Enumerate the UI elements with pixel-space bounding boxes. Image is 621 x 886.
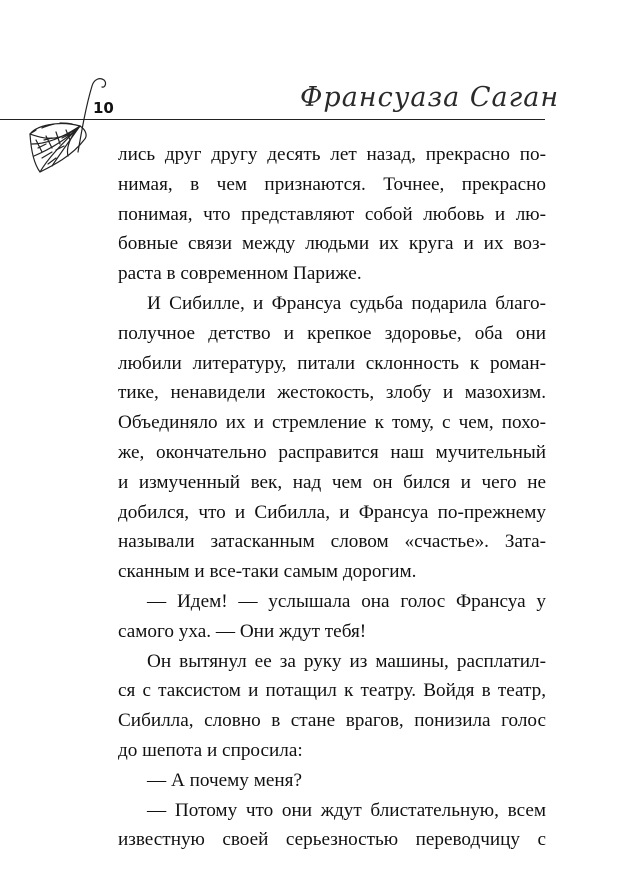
text-line: Сибилла, словно в стане врагов, понизила голос xyxy=(118,710,546,732)
page-number: 10 xyxy=(93,99,114,117)
text-line: — Потому что они ждут блистательную, всем xyxy=(147,799,546,821)
text-line: лись друг другу десять лет назад, прекрасно по- xyxy=(118,144,546,165)
text-line: Объединяло их и стремление к тому, с чем, похо- xyxy=(118,412,546,434)
text-line: бовные связи между людьми их круга и их воз- xyxy=(118,233,546,255)
text-line: сканным и все-таки самым дорогим. xyxy=(118,561,417,583)
text-line: же, окончательно расправится наш мучительный xyxy=(118,441,546,463)
text-line: называли затасканным словом «счастье». Зата- xyxy=(118,531,546,553)
umbrella-icon xyxy=(22,74,114,184)
text-line: тике, ненавидели жестокость, злобу и мазохизм. xyxy=(118,382,546,404)
text-line: Он вытянул ее за руку из машины, расплатил- xyxy=(147,650,546,672)
text-line: добился, что и Сибилла, и Франсуа по-прежнему xyxy=(118,501,546,523)
text-line: до шепота и спросила: xyxy=(118,739,303,761)
text-line: раста в современном Париже. xyxy=(118,263,362,285)
text-line: получное детство и крепкое здоровье, оба они xyxy=(118,322,546,344)
text-line: самого уха. — Они ждут тебя! xyxy=(118,620,367,642)
text-line: известную своей серьезностью переводчицу с xyxy=(118,829,546,851)
text-line: понимая, что представляют собой любовь и лю- xyxy=(118,203,546,225)
running-head-author: Франсуаза Саган xyxy=(300,82,560,113)
text-line: И Сибилле, и Франсуа судьба подарила благо- xyxy=(147,292,546,314)
text-line: ся с таксистом и потащил к театру. Войдя в театр, xyxy=(118,680,546,702)
text-line: и измученный век, над чем он бился и чего не xyxy=(118,471,546,493)
body-text xyxy=(118,140,546,855)
text-line: любили литературу, питали склонность к роман- xyxy=(118,352,546,374)
header-rule xyxy=(0,119,545,120)
text-line: — А почему меня? xyxy=(147,769,302,791)
text-line: нимая, в чем признаются. Точнее, прекрасно xyxy=(118,173,546,195)
text-line: — Идем! — услышала она голос Франсуа у xyxy=(147,590,546,612)
